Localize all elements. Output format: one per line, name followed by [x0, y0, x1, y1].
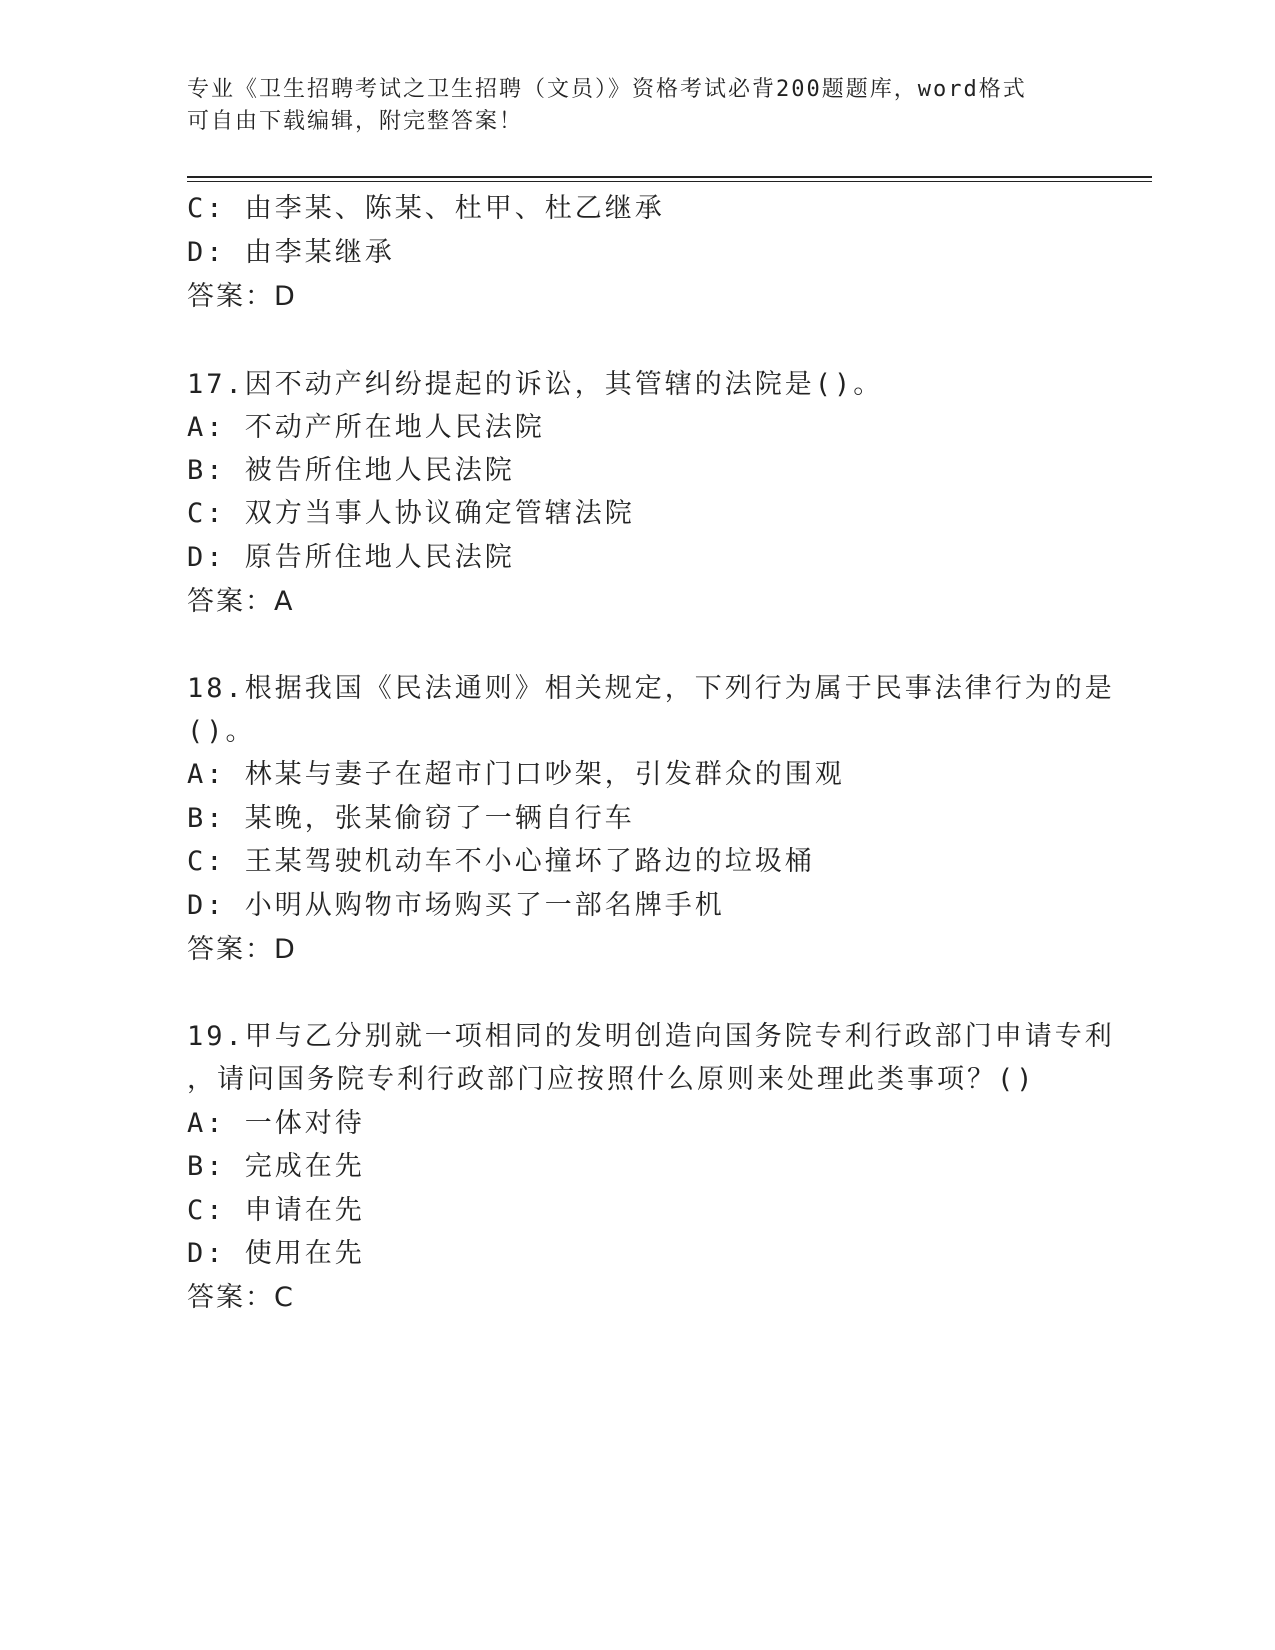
q17-option-c: C: 双方当事人协议确定管辖法院	[187, 498, 635, 529]
q19-stem-line-2: ，请问国务院专利行政部门应按照什么原则来处理此类事项？()	[187, 1064, 1036, 1095]
q17-option-b: B: 被告所住地人民法院	[187, 455, 515, 486]
header-rule-thin	[187, 181, 1152, 182]
prev-option-d: D: 由李某继承	[187, 237, 395, 268]
q18-stem-line-1: 18.根据我国《民法通则》相关规定，下列行为属于民事法律行为的是	[187, 673, 1115, 704]
header-line-2: 可自由下载编辑，附完整答案！	[187, 109, 524, 134]
q18-option-b: B: 某晚，张某偷窃了一辆自行车	[187, 803, 635, 834]
q19-stem-line-1: 19.甲与乙分别就一项相同的发明创造向国务院专利行政部门申请专利	[187, 1021, 1115, 1052]
q17-option-a: A: 不动产所在地人民法院	[187, 412, 545, 443]
q18-option-a: A: 林某与妻子在超市门口吵架，引发群众的围观	[187, 759, 845, 790]
q17-stem: 17.因不动产纠纷提起的诉讼，其管辖的法院是()。	[187, 369, 884, 400]
header-rule-thick	[187, 176, 1152, 178]
q18-stem-line-2: ()。	[187, 716, 256, 747]
q18-option-d: D: 小明从购物市场购买了一部名牌手机	[187, 890, 725, 921]
q17-answer: 答案：A	[187, 586, 295, 617]
prev-answer: 答案：D	[187, 281, 297, 312]
q18-answer: 答案：D	[187, 934, 297, 965]
document-header	[187, 74, 1067, 138]
q19-option-b: B: 完成在先	[187, 1151, 365, 1182]
q19-option-d: D: 使用在先	[187, 1238, 365, 1269]
q18-option-c: C: 王某驾驶机动车不小心撞坏了路边的垃圾桶	[187, 846, 815, 877]
q19-answer: 答案：C	[187, 1282, 295, 1313]
header-line-1: 专业《卫生招聘考试之卫生招聘（文员）》资格考试必背200题题库，word格式	[187, 77, 1027, 102]
q19-option-a: A: 一体对待	[187, 1108, 365, 1139]
prev-option-c: C: 由李某、陈某、杜甲、杜乙继承	[187, 193, 665, 224]
q17-option-d: D: 原告所住地人民法院	[187, 542, 515, 573]
q19-option-c: C: 申请在先	[187, 1195, 365, 1226]
